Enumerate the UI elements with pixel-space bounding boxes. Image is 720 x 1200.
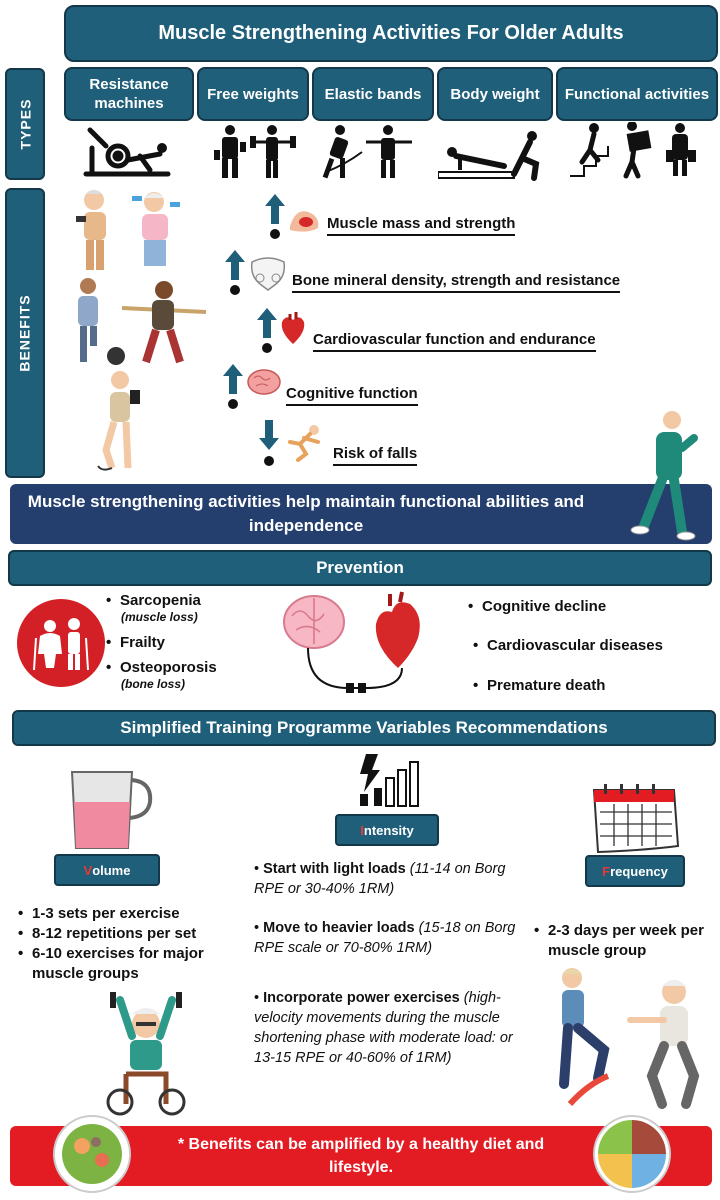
measuring-jug-icon — [68, 768, 158, 852]
elderly-couple-exercising-illustration — [548, 964, 714, 1124]
prevention-premature-death: • Premature death — [487, 677, 605, 694]
type-functional-activities: Functional activities — [556, 67, 718, 121]
pelvis-bone-icon — [248, 254, 288, 292]
intensity-power-exercises: • Incorporate power exercises (high-velocity movements during the muscle shortening phase with moderate load: or 13-15 RPE or 40-60% of 1RM) — [254, 990, 513, 1066]
training-heading: Simplified Training Programme Variables Recommendations — [12, 710, 716, 746]
heart-icon — [278, 312, 308, 346]
volume-list — [18, 904, 238, 984]
body-weight-icon — [438, 130, 548, 182]
volume-item: • 6-10 exercises for major muscle groups — [18, 944, 238, 984]
footer-note: * Benefits can be amplified by a healthy diet and lifestyle. — [10, 1126, 712, 1186]
prevention-sarcopenia: • Sarcopenia — [120, 592, 201, 609]
prevention-osteoporosis: • Osteoporosis — [120, 659, 217, 676]
benefit-cognitive: Cognitive function — [286, 385, 418, 406]
volume-tag: V olume — [54, 854, 160, 886]
benefit-muscle-mass: Muscle mass and strength — [327, 215, 515, 236]
benefit-cardiovascular: Cardiovascular function and endurance — [313, 331, 596, 352]
resistance-machine-icon — [78, 124, 178, 180]
frequency-tag: F requency — [585, 855, 685, 887]
prevention-osteoporosis-note: (bone loss) — [121, 677, 186, 691]
benefit-bone-density: Bone mineral density, strength and resistance — [292, 272, 620, 293]
volume-item: • 1-3 sets per exercise — [18, 904, 238, 924]
falling-person-icon — [286, 422, 326, 462]
prevention-frailty: • Frailty — [120, 634, 165, 651]
type-resistance-machines: Resistance machines — [64, 67, 194, 121]
elderly-dumbbell-people-illustration — [72, 186, 192, 276]
benefit-risk-of-falls: Risk of falls — [333, 445, 417, 466]
type-body-weight: Body weight — [437, 67, 553, 121]
frequency-item: • 2-3 days per week per muscle group — [534, 921, 720, 961]
intensity-tag: I ntensity — [335, 814, 439, 846]
increase-arrow-icon — [224, 250, 246, 296]
volume-item: • 8-12 repetitions per set — [18, 924, 238, 944]
type-free-weights: Free weights — [197, 67, 309, 121]
walking-elderly-man-illustration — [626, 408, 706, 543]
lightning-signal-icon — [356, 752, 422, 810]
type-elastic-bands: Elastic bands — [312, 67, 434, 121]
prevention-cognitive-decline: • Cognitive decline — [482, 598, 606, 615]
intensity-heavier-loads: • Move to heavier loads (15-18 on Borg RPE scale or 70-80% 1RM) — [254, 920, 516, 956]
elastic-band-icon — [322, 124, 432, 180]
increase-arrow-icon — [256, 308, 278, 354]
elderly-lifting-person-illustration — [92, 370, 162, 475]
independence-banner: Muscle strengthening activities help maintain functional abilities and independence — [10, 484, 712, 544]
intensity-light-loads: • Start with light loads (11-14 on Borg RPE or 30-40% 1RM) — [254, 861, 506, 897]
increase-arrow-icon — [222, 364, 244, 410]
prevention-sarcopenia-note: (muscle loss) — [121, 610, 198, 624]
page-title: Muscle Strengthening Activities For Older Adults — [64, 5, 718, 62]
brain-icon — [246, 368, 282, 398]
prevention-cardiovascular-diseases: • Cardiovascular diseases — [487, 637, 663, 654]
elderly-couple-icon — [16, 598, 106, 688]
decrease-arrow-icon — [258, 420, 280, 468]
salad-bowl-icon — [52, 1114, 132, 1194]
types-side-label: TYPES — [5, 68, 45, 180]
calendar-icon — [588, 780, 684, 854]
increase-arrow-icon — [264, 194, 286, 240]
wheelchair-elderly-lifting-illustration — [96, 984, 196, 1118]
prevention-heading: Prevention — [8, 550, 712, 586]
frequency-list — [534, 921, 720, 961]
benefits-side-label: BENEFITS — [5, 188, 45, 478]
functional-activities-icon — [570, 122, 710, 180]
food-plate-icon — [592, 1114, 672, 1194]
elderly-exercising-people-illustration — [70, 276, 210, 371]
free-weights-icon — [210, 124, 310, 180]
muscle-icon — [288, 206, 322, 234]
brain-heart-connection-icon — [278, 588, 438, 700]
